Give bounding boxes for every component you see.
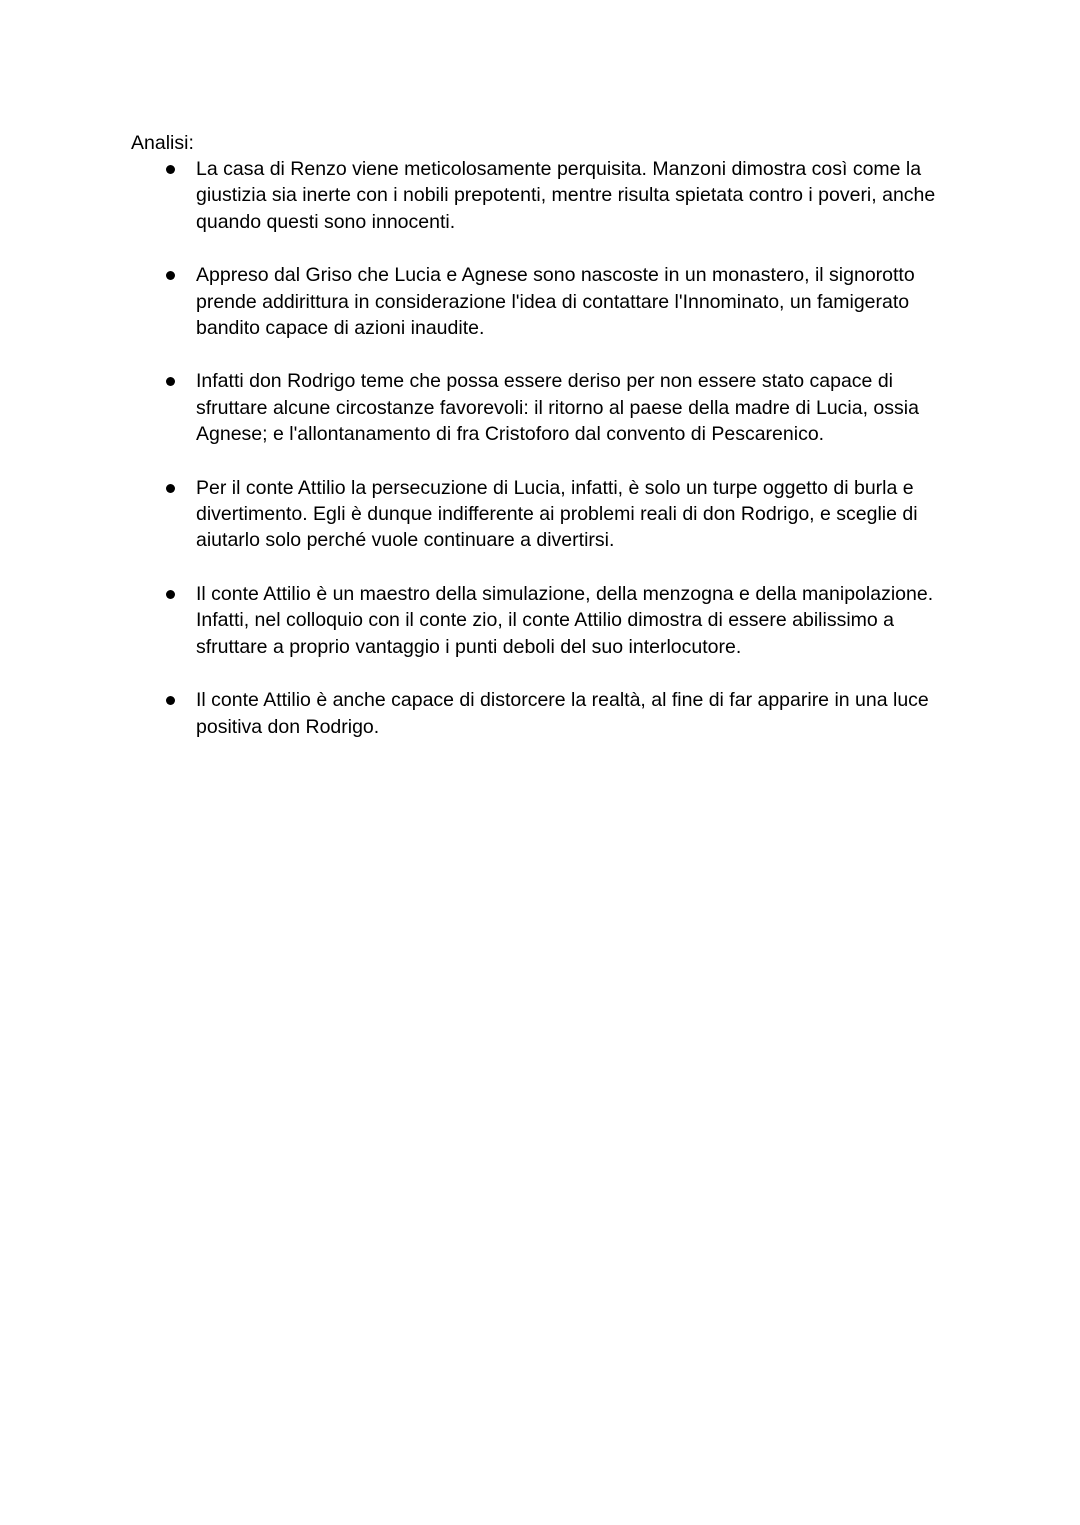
bullet-item xyxy=(131,262,961,341)
bullet-dot-icon xyxy=(166,590,175,599)
bullet-item xyxy=(131,475,961,554)
analysis-bullet-list xyxy=(131,156,961,767)
bullet-dot-icon xyxy=(166,484,175,493)
section-heading: Analisi: xyxy=(131,132,194,154)
bullet-item xyxy=(131,581,961,660)
bullet-item xyxy=(131,156,961,235)
bullet-dot-icon xyxy=(166,271,175,280)
bullet-text: Il conte Attilio è anche capace di distorcere la realtà, al fine di far apparire in una luce positiva don Rodrigo. xyxy=(196,689,929,738)
bullet-dot-icon xyxy=(166,377,175,386)
bullet-text: Per il conte Attilio la persecuzione di Lucia, infatti, è solo un turpe oggetto di burla e divertimento. Egli è dunque indifferente ai problemi reali di don Rodrigo, e sceglie di aiutarlo solo perché vuole continuare a divertirsi. xyxy=(196,476,918,552)
bullet-dot-icon xyxy=(166,165,175,174)
bullet-text: Infatti don Rodrigo teme che possa essere deriso per non essere stato capace di sfruttare alcune circostanze favorevoli: il ritorno al paese della madre di Lucia, ossia Agnese; e l'allontanamento di fra Cristoforo dal convento di Pescarenico. xyxy=(196,370,919,446)
bullet-item xyxy=(131,687,961,740)
bullet-text: Appreso dal Griso che Lucia e Agnese sono nascoste in un monastero, il signorotto prende addirittura in considerazione l'idea di contattare l'Innominato, un famigerato bandito capace di azioni inaudite. xyxy=(196,264,915,340)
bullet-item xyxy=(131,368,961,447)
bullet-dot-icon xyxy=(166,696,175,705)
bullet-text: La casa di Renzo viene meticolosamente perquisita. Manzoni dimostra così come la giustizia sia inerte con i nobili prepotenti, mentre risulta spietata contro i poveri, anche quando questi sono innocenti. xyxy=(196,158,936,233)
bullet-text: Il conte Attilio è un maestro della simulazione, della menzogna e della manipolazione. Infatti, nel colloquio con il conte zio, il conte Attilio dimostra di essere abilissimo a sfruttare a proprio vantaggio i punti deboli del suo interlocutore. xyxy=(196,582,934,658)
